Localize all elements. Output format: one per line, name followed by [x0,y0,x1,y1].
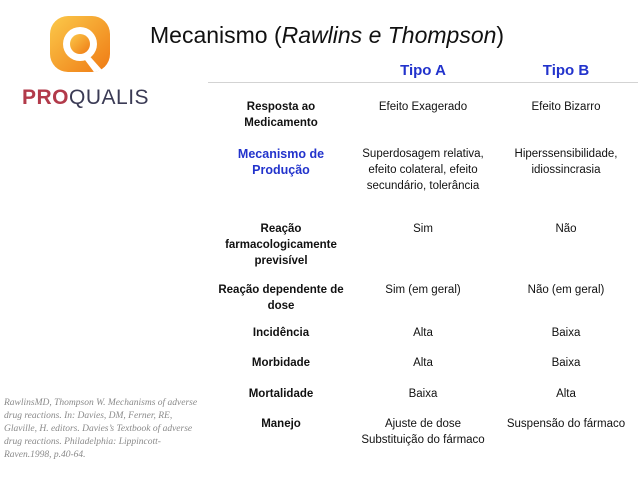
cell-mecanismo-b: Hiperssensibilidade, idiossincrasia [514,148,618,176]
cell-incidencia-a: Alta [413,327,433,339]
row-label-reacao-previsivel: Reação farmacologicamente previsível [225,223,337,267]
row-label-mecanismo: Mecanismo de Produção [237,147,325,177]
row-label-mortalidade: Mortalidade [248,388,314,400]
cell-resposta-a: Efeito Exagerado [378,101,468,113]
cell-incidencia-b: Baixa [551,327,581,339]
page-title [150,22,620,49]
header-divider [208,82,638,83]
brand-qualis: QUALIS [69,86,150,109]
row-label-manejo: Manejo [261,418,301,430]
cell-dependente-dose-b: Não (em geral) [527,284,605,296]
brand-pro: PRO [22,86,70,109]
row-label-morbidade: Morbidade [251,357,311,369]
cell-morbidade-b: Baixa [551,357,581,369]
row-label-resposta: Resposta ao Medicamento [244,101,318,129]
brand-wordmark [22,86,149,110]
cell-dependente-dose-a: Sim (em geral) [385,284,461,296]
proqualis-logo [14,12,150,109]
column-header-tipo-b: Tipo B [542,62,590,79]
cell-manejo-b: Suspensão do fármaco [506,418,626,430]
cell-reacao-previsivel-b: Não [555,223,577,235]
title-close: ) [496,22,505,48]
cell-manejo-a: Ajuste de dose Substituição do fármaco [361,418,485,446]
cell-resposta-b: Efeito Bizarro [531,101,601,113]
cell-morbidade-a: Alta [413,357,433,369]
cell-mortalidade-a: Baixa [408,388,438,400]
title-subtitle: Rawlins e Thompson [281,22,497,48]
proqualis-q-icon [46,12,118,78]
column-header-tipo-a: Tipo A [400,62,446,79]
reference-citation: RawlinsMD, Thompson W. Mechanisms of adverse drug reactions. In: Davies, DM, Ferner, RE, Glaville, H. editors. Davies’s Textbook of adverse drug reactions. Philadelphia: Lippincott-Raven.1998, p.40-64. [4,398,198,460]
cell-mecanismo-a: Superdosagem relativa, efeito colateral, efeito secundário, tolerância [362,148,484,192]
row-label-dependente-dose: Reação dependente de dose [218,284,344,312]
cell-mortalidade-b: Alta [556,388,576,400]
row-label-incidencia: Incidência [252,327,310,339]
title-main: Mecanismo ( [150,22,282,48]
cell-reacao-previsivel-a: Sim [413,223,433,235]
